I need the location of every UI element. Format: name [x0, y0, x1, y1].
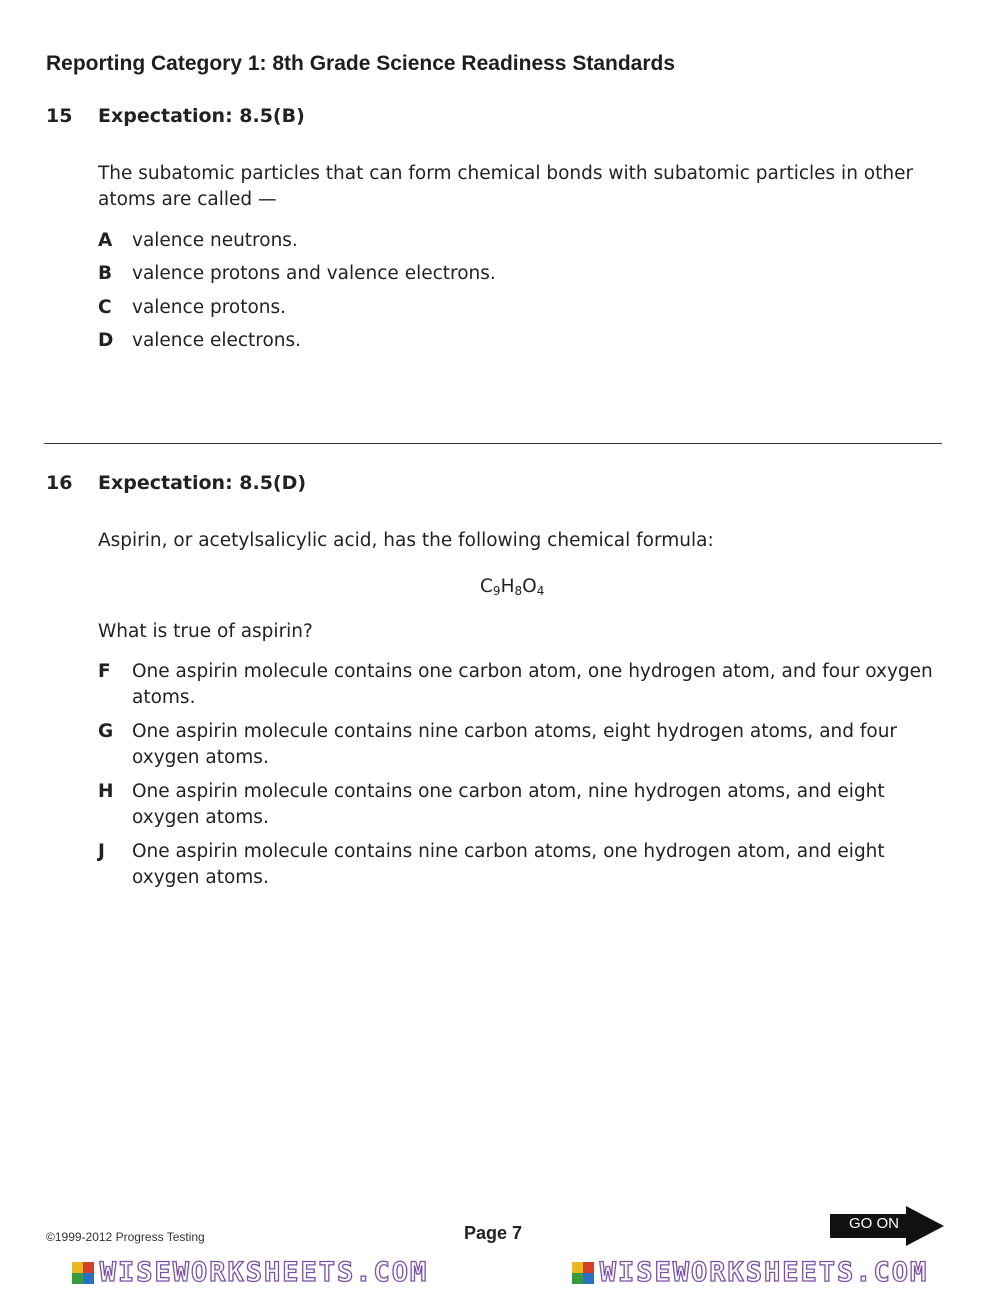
choice-a[interactable]	[98, 228, 948, 254]
question-15-stem: The subatomic particles that can form chemical bonds with subatomic particles in other atoms are called —	[98, 163, 914, 210]
wise-worksheets-logo-icon	[572, 1262, 594, 1284]
logo-square	[83, 1273, 94, 1284]
logo-square	[72, 1262, 83, 1273]
formula-element-h: H	[500, 576, 515, 597]
choice-letter: D	[98, 330, 114, 351]
choice-b[interactable]	[98, 261, 948, 287]
wise-worksheets-logo-icon	[72, 1262, 94, 1284]
choice-c[interactable]	[98, 295, 948, 321]
choice-text: valence protons and valence electrons.	[132, 263, 496, 284]
choice-text: valence electrons.	[132, 330, 302, 351]
question-16-prompt: What is true of aspirin?	[98, 621, 313, 642]
choice-text: valence protons.	[132, 297, 287, 318]
choice-text: One aspirin molecule contains one carbon atom, one hydrogen atom, and four oxygen atoms.	[132, 661, 933, 708]
choice-letter: J	[98, 841, 105, 862]
watermark-group	[72, 1257, 429, 1288]
question-15-number: 15	[46, 105, 73, 127]
section-divider	[44, 443, 942, 444]
watermark-group	[572, 1257, 929, 1288]
choice-text: One aspirin molecule contains one carbon atom, nine hydrogen atoms, and eight oxygen atoms.	[132, 781, 885, 828]
choice-text: One aspirin molecule contains nine carbon atoms, eight hydrogen atoms, and four oxygen atoms.	[132, 721, 898, 768]
logo-square	[583, 1262, 594, 1273]
watermark-text: WISEWORKSHEETS.COM	[599, 1257, 929, 1288]
choice-g[interactable]	[98, 719, 948, 771]
formula-element-o: O	[522, 576, 537, 597]
choice-h[interactable]	[98, 779, 948, 831]
page-number: Page 7	[464, 1223, 523, 1243]
choice-letter: G	[98, 721, 114, 742]
choice-d[interactable]	[98, 328, 948, 354]
formula-subscript-o: 4	[536, 584, 545, 598]
formula-subscript-c: 9	[492, 584, 501, 598]
question-16-stem: Aspirin, or acetylsalicylic acid, has the following chemical formula:	[98, 530, 714, 551]
formula-element-c: C	[480, 576, 493, 597]
question-16-number: 16	[46, 472, 73, 494]
watermark-band	[0, 1254, 1000, 1291]
logo-square	[572, 1262, 583, 1273]
logo-square	[572, 1273, 583, 1284]
logo-square	[583, 1273, 594, 1284]
copyright-notice: ©1999-2012 Progress Testing	[46, 1230, 205, 1244]
watermark-text: WISEWORKSHEETS.COM	[99, 1257, 429, 1288]
chemical-formula	[480, 576, 544, 598]
choice-letter: A	[98, 230, 113, 251]
choice-letter: C	[98, 297, 112, 318]
question-15-expectation: Expectation: 8.5(B)	[98, 105, 305, 127]
logo-square	[83, 1262, 94, 1273]
page-heading: Reporting Category 1: 8th Grade Science Readiness Standards	[46, 52, 676, 75]
choice-text: valence neutrons.	[132, 230, 298, 251]
choice-letter: B	[98, 263, 113, 284]
logo-square	[72, 1273, 83, 1284]
go-on-arrow[interactable]	[830, 1206, 944, 1246]
choice-letter: F	[98, 661, 111, 682]
choice-j[interactable]	[98, 839, 948, 891]
choice-f[interactable]	[98, 659, 948, 711]
question-16-expectation: Expectation: 8.5(D)	[98, 472, 307, 494]
go-on-label: GO ON	[848, 1215, 899, 1232]
formula-subscript-h: 8	[514, 584, 523, 598]
choice-text: One aspirin molecule contains nine carbon atoms, one hydrogen atom, and eight oxygen atoms.	[132, 841, 885, 888]
choice-letter: H	[98, 781, 114, 802]
